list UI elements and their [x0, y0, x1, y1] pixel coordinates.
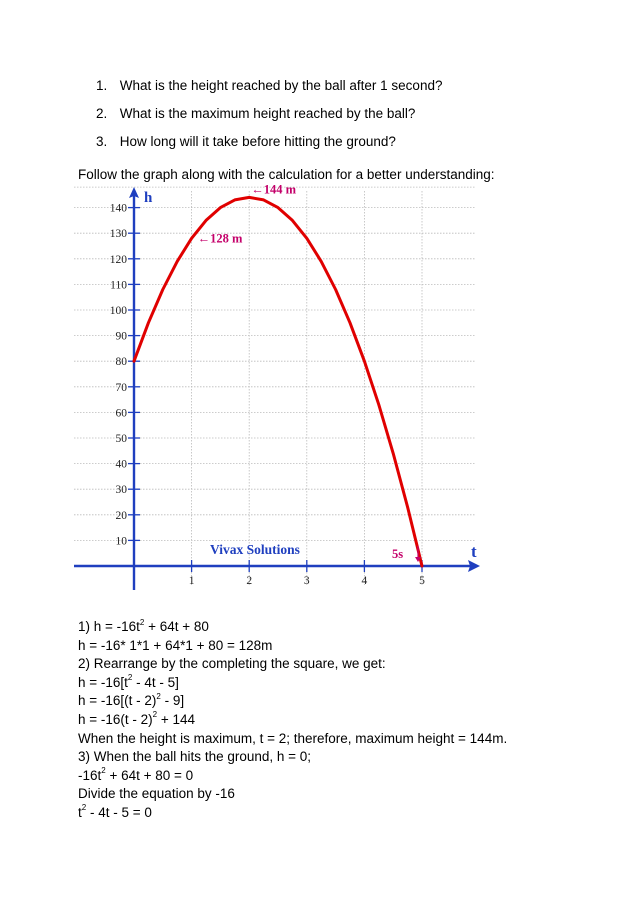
y-tick-label: 120: [109, 253, 127, 266]
question-number: 2.: [96, 106, 108, 121]
question-text: What is the maximum height reached by the ball?: [119, 106, 416, 121]
watermark-text: Vivax Solutions: [210, 542, 300, 557]
text: + 64t + 80: [144, 619, 209, 634]
text: + 144: [157, 711, 196, 727]
solution-line-6: [78, 711, 507, 730]
y-tick-label: 140: [109, 202, 127, 215]
solution-line-1: [78, 618, 507, 637]
y-tick-label: 40: [115, 458, 127, 471]
text: - 4t - 5]: [132, 674, 179, 690]
text: - 9]: [160, 693, 185, 709]
solution-line-5: [78, 692, 507, 711]
y-tick-label: 10: [115, 535, 127, 548]
question-1: [96, 78, 442, 106]
y-tick-label: 130: [109, 228, 127, 241]
x-tick-label: 5: [419, 575, 425, 587]
question-text: What is the height reached by the ball after 1 second?: [119, 78, 443, 93]
solution-text: [78, 618, 507, 823]
text: -16t: [78, 767, 102, 783]
trajectory-curve: [134, 197, 422, 566]
annotation-max-height: ←144 m: [251, 185, 296, 197]
x-tick-label: 1: [188, 575, 195, 587]
text: h = -16(t - 2): [78, 711, 153, 727]
solution-line-3: 2) Rearrange by the completing the square, we get:: [78, 656, 386, 672]
solution-line-10: Divide the equation by -16: [78, 786, 235, 802]
solution-line-7: When the height is maximum, t = 2; therefore, maximum height = 144m.: [78, 730, 508, 746]
question-list: [96, 78, 442, 162]
question-text: How long will it take before hitting the ground?: [119, 134, 396, 149]
y-tick-label: 50: [115, 433, 127, 445]
exponent: 2: [101, 766, 106, 776]
solution-line-4: [78, 674, 507, 693]
exponent: 2: [156, 691, 161, 701]
ticks: [110, 203, 425, 587]
intro-text: Follow the graph along with the calculation for a better understanding:: [78, 167, 495, 182]
exponent: 2: [127, 673, 133, 683]
question-2: [96, 106, 442, 134]
text: h = -16[(t - 2): [78, 693, 157, 709]
exponent: 2: [152, 710, 158, 720]
text: h = -16[t: [78, 674, 128, 690]
x-tick-label: 2: [246, 575, 253, 587]
axes: [74, 187, 480, 590]
y-tick-label: 80: [115, 356, 127, 369]
height-time-graph: [72, 185, 484, 595]
y-tick-label: 90: [115, 330, 127, 343]
solution-line-2: h = -16* 1*1 + 64*1 + 80 = 128m: [78, 637, 273, 653]
question-3: [96, 134, 442, 162]
text: 1) h = -16t: [78, 619, 140, 634]
x-tick-label: 3: [303, 575, 310, 587]
y-tick-label: 100: [109, 305, 127, 317]
question-number: 1.: [96, 78, 108, 93]
y-axis-label: h: [144, 190, 153, 206]
y-tick-label: 110: [110, 279, 127, 292]
solution-line-8: 3) When the ball hits the ground, h = 0;: [78, 749, 312, 765]
y-tick-label: 20: [115, 509, 127, 522]
annotation-ground-time: 5s: [392, 547, 404, 561]
question-number: 3.: [96, 134, 108, 149]
annotation-height-1s: ←128 m: [197, 231, 243, 246]
y-tick-label: 60: [115, 407, 127, 420]
solution-line-11: [78, 804, 507, 823]
x-axis-label: t: [471, 542, 477, 561]
text: t: [78, 804, 82, 820]
text: + 64t + 80 = 0: [105, 767, 194, 783]
text: - 4t - 5 = 0: [86, 804, 152, 820]
exponent: 2: [81, 803, 87, 813]
x-tick-label: 4: [361, 575, 368, 587]
y-tick-label: 70: [115, 381, 127, 394]
solution-line-9: [78, 767, 507, 786]
y-tick-label: 30: [115, 484, 127, 497]
exponent: 2: [139, 617, 145, 627]
